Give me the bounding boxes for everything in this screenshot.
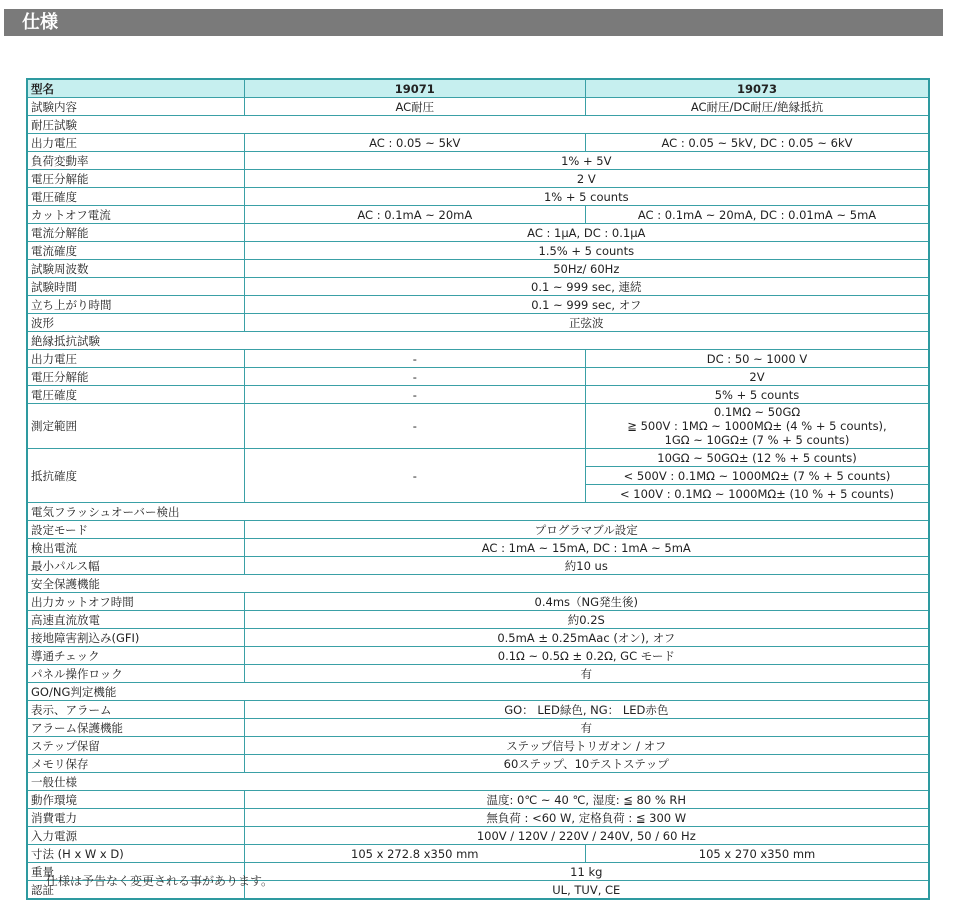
row-label: 出力電圧 xyxy=(27,350,244,368)
table-row xyxy=(27,665,929,683)
row-value-19073: AC耐圧/DC耐圧/絶縁抵抗 xyxy=(586,98,930,116)
row-label: 高速直流放電 xyxy=(27,611,244,629)
row-value-19073-sub: < 100V : 0.1MΩ ~ 1000MΩ± (10 % + 5 counts) xyxy=(586,485,930,503)
section-label: 電気フラッシュオーバー検出 xyxy=(27,503,929,521)
row-value-shared: 11 kg xyxy=(244,863,929,881)
row-value-shared: 0.1 ~ 999 sec, 連続 xyxy=(244,278,929,296)
row-value-19071: - xyxy=(244,350,585,368)
row-label: 立ち上がり時間 xyxy=(27,296,244,314)
row-value-19073: 2V xyxy=(586,368,930,386)
row-value-shared: 50Hz/ 60Hz xyxy=(244,260,929,278)
row-label: 波形 xyxy=(27,314,244,332)
row-value-19071: 105 x 272.8 x350 mm xyxy=(244,845,585,863)
row-value-shared: AC : 1mA ~ 15mA, DC : 1mA ~ 5mA xyxy=(244,539,929,557)
row-value-19071: - xyxy=(244,386,585,404)
section-row xyxy=(27,503,929,521)
table-row xyxy=(27,521,929,539)
row-value-19071: AC : 0.1mA ~ 20mA xyxy=(244,206,585,224)
row-value-19071: AC : 0.05 ~ 5kV xyxy=(244,134,585,152)
row-label: 表示、アラーム xyxy=(27,701,244,719)
table-row xyxy=(27,791,929,809)
table-row xyxy=(27,170,929,188)
row-value-19073-sub: < 500V : 0.1MΩ ~ 1000MΩ± (7 % + 5 counts) xyxy=(586,467,930,485)
table-row xyxy=(27,224,929,242)
row-value-shared: 0.5mA ± 0.25mAac (オン), オフ xyxy=(244,629,929,647)
table-row xyxy=(27,296,929,314)
table-row xyxy=(27,809,929,827)
row-value-shared: 約0.2S xyxy=(244,611,929,629)
section-label: 一般仕様 xyxy=(27,773,929,791)
row-value-shared: 2 V xyxy=(244,170,929,188)
section-row xyxy=(27,773,929,791)
row-value-19073: AC : 0.1mA ~ 20mA, DC : 0.01mA ~ 5mA xyxy=(586,206,930,224)
header-model-label: 型名 xyxy=(27,79,244,98)
section-row xyxy=(27,116,929,134)
row-label: 負荷変動率 xyxy=(27,152,244,170)
table-row xyxy=(27,827,929,845)
section-row xyxy=(27,683,929,701)
row-value-shared: 100V / 120V / 220V / 240V, 50 / 60 Hz xyxy=(244,827,929,845)
row-value-shared: 1% + 5 counts xyxy=(244,188,929,206)
row-value-19071: - xyxy=(244,368,585,386)
row-value-shared: 0.1Ω ~ 0.5Ω ± 0.2Ω, GC モード xyxy=(244,647,929,665)
row-label: 電圧確度 xyxy=(27,188,244,206)
row-value-19071: - xyxy=(244,404,585,449)
row-value-19073: AC : 0.05 ~ 5kV, DC : 0.05 ~ 6kV xyxy=(586,134,930,152)
row-value-shared: プログラマブル設定 xyxy=(244,521,929,539)
table-row xyxy=(27,386,929,404)
table-row xyxy=(27,611,929,629)
table-row xyxy=(27,701,929,719)
row-label: 試験周波数 xyxy=(27,260,244,278)
table-row xyxy=(27,557,929,575)
row-value-19073: DC : 50 ~ 1000 V xyxy=(586,350,930,368)
table-row xyxy=(27,647,929,665)
row-label: 入力電源 xyxy=(27,827,244,845)
row-label: 出力カットオフ時間 xyxy=(27,593,244,611)
value-line: 0.1MΩ ~ 50GΩ xyxy=(713,405,801,419)
table-row xyxy=(27,134,929,152)
value-line: ≧ 500V : 1MΩ ~ 1000MΩ± (4 % + 5 counts), xyxy=(627,419,887,433)
row-value-shared: 0.1 ~ 999 sec, オフ xyxy=(244,296,929,314)
table-row xyxy=(27,449,929,467)
row-label: 測定範囲 xyxy=(27,404,244,449)
table-row xyxy=(27,719,929,737)
row-label: 導通チェック xyxy=(27,647,244,665)
row-value-shared: 60ステップ、10テストステップ xyxy=(244,755,929,773)
table-row xyxy=(27,260,929,278)
section-label: GO/NG判定機能 xyxy=(27,683,929,701)
row-label: カットオフ電流 xyxy=(27,206,244,224)
table-row xyxy=(27,404,929,449)
table-row xyxy=(27,206,929,224)
row-value-shared: 1% + 5V xyxy=(244,152,929,170)
row-label: 電流分解能 xyxy=(27,224,244,242)
row-label: 接地障害割込み(GFI) xyxy=(27,629,244,647)
table-row xyxy=(27,539,929,557)
row-value-shared: 有 xyxy=(244,665,929,683)
row-label: 設定モード xyxy=(27,521,244,539)
table-row xyxy=(27,755,929,773)
row-value-shared: 無負荷 : <60 W, 定格負荷 : ≦ 300 W xyxy=(244,809,929,827)
row-value-shared: AC : 1μA, DC : 0.1μA xyxy=(244,224,929,242)
row-label: 試験時間 xyxy=(27,278,244,296)
row-value-shared: 1.5% + 5 counts xyxy=(244,242,929,260)
row-label: 電圧確度 xyxy=(27,386,244,404)
row-value-19073: 105 x 270 x350 mm xyxy=(586,845,930,863)
row-value-19073: 5% + 5 counts xyxy=(586,386,930,404)
row-value-19073-multiline xyxy=(586,404,930,449)
table-row xyxy=(27,98,929,116)
row-value-shared: UL, TUV, CE xyxy=(244,881,929,900)
row-label: 寸法 (H x W x D) xyxy=(27,845,244,863)
row-label: 電流確度 xyxy=(27,242,244,260)
row-label: 認証 xyxy=(27,881,244,900)
disclaimer-note: 仕様は予告なく変更される事があります。 xyxy=(46,874,274,888)
row-value-shared: GO： LED緑色, NG： LED赤色 xyxy=(244,701,929,719)
row-label: ステップ保留 xyxy=(27,737,244,755)
row-label: パネル操作ロック xyxy=(27,665,244,683)
row-value-19071: AC耐圧 xyxy=(244,98,585,116)
section-label: 絶縁抵抗試験 xyxy=(27,332,929,350)
section-label: 耐圧試験 xyxy=(27,116,929,134)
table-row xyxy=(27,737,929,755)
section-row xyxy=(27,332,929,350)
section-title: 仕様 xyxy=(22,12,58,33)
row-value-shared: 温度: 0℃ ~ 40 ℃, 湿度: ≦ 80 % RH xyxy=(244,791,929,809)
row-label: 消費電力 xyxy=(27,809,244,827)
row-label: 動作環境 xyxy=(27,791,244,809)
row-label: 抵抗確度 xyxy=(27,449,244,503)
table-row xyxy=(27,314,929,332)
section-label: 安全保護機能 xyxy=(27,575,929,593)
row-value-shared: 正弦波 xyxy=(244,314,929,332)
section-header-bar xyxy=(4,9,943,36)
table-row xyxy=(27,629,929,647)
header-model-19073: 19073 xyxy=(586,79,930,98)
header-model-19071: 19071 xyxy=(244,79,585,98)
value-line: 1GΩ ~ 10GΩ± (7 % + 5 counts) xyxy=(664,433,850,447)
table-row xyxy=(27,350,929,368)
spec-table xyxy=(26,78,930,900)
row-value-shared: 約10 us xyxy=(244,557,929,575)
table-row xyxy=(27,242,929,260)
row-value-19071: - xyxy=(244,449,585,503)
table-row xyxy=(27,278,929,296)
row-value-shared: 有 xyxy=(244,719,929,737)
row-label: 検出電流 xyxy=(27,539,244,557)
table-row xyxy=(27,152,929,170)
table-row xyxy=(27,593,929,611)
row-label: 試験内容 xyxy=(27,98,244,116)
row-value-19073-sub: 10GΩ ~ 50GΩ± (12 % + 5 counts) xyxy=(586,449,930,467)
row-label: 出力電圧 xyxy=(27,134,244,152)
row-label: メモリ保存 xyxy=(27,755,244,773)
row-label: 電圧分解能 xyxy=(27,170,244,188)
section-row xyxy=(27,575,929,593)
row-label: 重量 xyxy=(27,863,244,881)
row-value-shared: 0.4ms（NG発生後) xyxy=(244,593,929,611)
row-value-shared: ステップ信号トリガオン / オフ xyxy=(244,737,929,755)
row-label: アラーム保護機能 xyxy=(27,719,244,737)
table-row xyxy=(27,188,929,206)
table-row xyxy=(27,845,929,863)
table-row xyxy=(27,368,929,386)
table-header-row xyxy=(27,79,929,98)
row-label: 最小パルス幅 xyxy=(27,557,244,575)
row-label: 電圧分解能 xyxy=(27,368,244,386)
